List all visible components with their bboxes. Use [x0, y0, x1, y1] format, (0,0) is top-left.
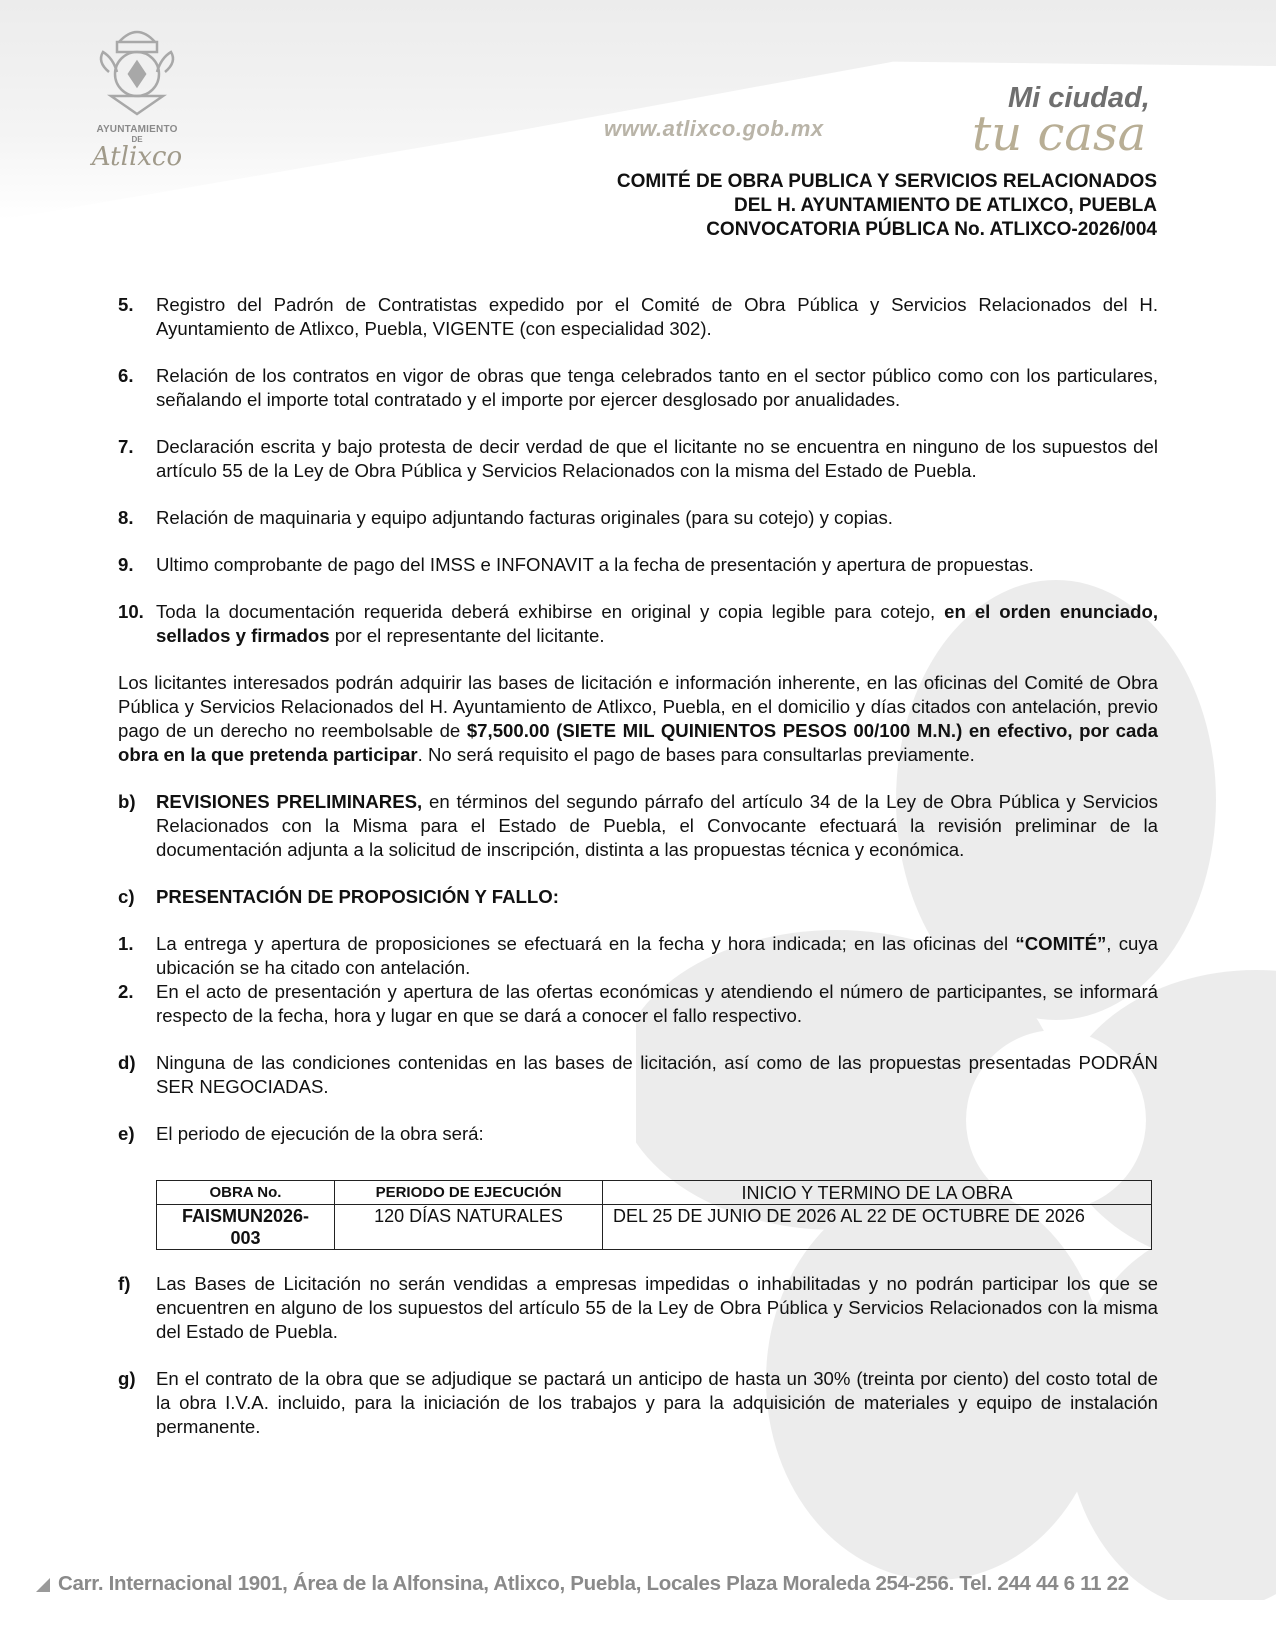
triangle-icon	[36, 1578, 50, 1592]
item-number: 2.	[118, 981, 134, 1002]
table-header-cell: PERIODO DE EJECUCIÓN	[335, 1181, 603, 1205]
list-item	[118, 600, 1158, 648]
header-title-line-2: DEL H. AYUNTAMIENTO DE ATLIXCO, PUEBLA	[734, 195, 1157, 216]
section-text-part: en términos del segundo párrafo del artículo 34 de la Ley de Obra Pública y Servicios Relacionados con la Misma para el Estado de Puebla, el Convocante efectuará la revisión preliminar de la documentación adjunta a la solicitud de inscripción, distinta a las propuestas técnica y económica.	[156, 791, 1158, 860]
table-header-cell: OBRA No.	[157, 1181, 335, 1205]
list-item	[118, 293, 1158, 341]
item-text: Relación de los contratos en vigor de obras que tenga celebrados tanto en el sector público como con los particulares, señalando el importe total contratado y el importe por ejercer desglosado por anualidades.	[156, 365, 1158, 410]
item-text-part: La entrega y apertura de proposiciones se efectuará en la fecha y hora indicada; en las oficinas del	[156, 933, 1016, 954]
item-text: Ultimo comprobante de pago del IMSS e INFONAVIT a la fecha de presentación y apertura de propuestas.	[156, 554, 1034, 575]
footer-address-text: Carr. Internacional 1901, Área de la Alfonsina, Atlixco, Puebla, Locales Plaza Moraleda 254-256. Tel. 244 44 6 11 22	[58, 1572, 1129, 1595]
table-cell: 120 DÍAS NATURALES	[335, 1205, 603, 1250]
logo-text-ayuntamiento: AYUNTAMIENTO	[96, 124, 178, 135]
item-number: 7.	[118, 436, 134, 457]
item-text: Declaración escrita y bajo protesta de decir verdad de que el licitante no se encuentra en ninguno de los supuestos del artículo 55 de la Ley de Obra Pública y Servicios Relacionados con la misma del Estado de Puebla.	[156, 436, 1158, 481]
table-header-row	[157, 1181, 1152, 1205]
slogan-line-2: tu casa	[972, 106, 1147, 162]
section-bold: REVISIONES PRELIMINARES,	[156, 791, 423, 812]
section-g	[118, 1367, 1158, 1439]
item-number: 1.	[118, 933, 134, 954]
slogan-line-1: Mi ciudad,	[1008, 82, 1150, 114]
list-item	[118, 980, 1158, 1028]
bases-paragraph	[118, 671, 1158, 767]
item-text: Relación de maquinaria y equipo adjuntando facturas originales (para su cotejo) y copias.	[156, 507, 893, 528]
item-number: 6.	[118, 365, 134, 386]
list-item	[118, 553, 1158, 577]
paragraph-text: . No será requisito el pago de bases para consultarlas previamente.	[417, 744, 975, 765]
execution-period-table	[156, 1180, 1152, 1250]
section-c	[118, 885, 1158, 909]
coat-of-arms-icon	[89, 22, 185, 122]
item-number: 9.	[118, 554, 134, 575]
section-letter: b)	[118, 791, 136, 812]
section-text	[156, 790, 1158, 862]
list-item	[118, 932, 1158, 980]
section-d	[118, 1051, 1158, 1099]
section-letter: f)	[118, 1273, 131, 1294]
section-text: Las Bases de Licitación no serán vendidas a empresas impedidas o inhabilitadas y no podrán participar los que se encuentren en alguno de los supuestos del artículo 55 de la Ley de Obra Pública y Servicios Relacionados con la misma del Estado de Puebla.	[156, 1273, 1158, 1342]
table-row	[157, 1205, 1152, 1250]
list-item	[118, 364, 1158, 412]
item-number: 5.	[118, 294, 134, 315]
section-text: El periodo de ejecución de la obra será:	[156, 1123, 484, 1144]
website-url[interactable]: www.atlixco.gob.mx	[604, 116, 824, 141]
item-number: 8.	[118, 507, 134, 528]
table-cell: DEL 25 DE JUNIO DE 2026 AL 22 DE OCTUBRE DE 2026	[603, 1205, 1152, 1250]
item-text	[156, 600, 1158, 648]
item-text-bold: en el orden enunciado, sellados y firmados	[156, 601, 1159, 646]
section-f	[118, 1272, 1158, 1344]
logo-text-atlixco: Atlixco	[91, 142, 183, 172]
list-item	[118, 435, 1158, 483]
header-title-line-1: COMITÉ DE OBRA PUBLICA Y SERVICIOS RELACIONADOS	[616, 171, 1157, 192]
footer-address	[36, 1572, 1129, 1596]
item-number: 10.	[118, 601, 144, 622]
item-text: En el acto de presentación y apertura de las ofertas económicas y atendiendo el número de participantes, se informará respecto de la fecha, hora y lugar en que se dará a conocer el fallo respectivo.	[156, 981, 1158, 1026]
section-b	[118, 790, 1158, 862]
section-text: En el contrato de la obra que se adjudique se pactará un anticipo de hasta un 30% (treinta por ciento) del costo total de la obra I.V.A. incluido, para la iniciación de los trabajos y para la adquisición de materiales y equipo de instalación permanente.	[156, 1368, 1158, 1437]
item-text-part: , cuya ubicación se ha citado con antelación.	[156, 933, 1158, 978]
header-title-line-3: CONVOCATORIA PÚBLICA No. ATLIXCO-2026/004	[706, 219, 1157, 240]
document-body	[118, 293, 1158, 1462]
section-letter: e)	[118, 1123, 135, 1144]
section-text: Ninguna de las condiciones contenidas en las bases de licitación, así como de las propuestas presentadas PODRÁN SER NEGOCIADAS.	[156, 1052, 1158, 1097]
logo-text-de: DE	[131, 135, 143, 144]
list-item	[118, 506, 1158, 530]
section-e	[118, 1122, 1158, 1146]
ayuntamiento-logo	[82, 22, 192, 182]
item-text	[156, 932, 1158, 980]
section-letter: c)	[118, 886, 135, 907]
table-header-cell: INICIO Y TERMINO DE LA OBRA	[603, 1181, 1152, 1205]
table-cell: FAISMUN2026-003	[157, 1205, 335, 1250]
section-title-text: PRESENTACIÓN DE PROPOSICIÓN Y FALLO:	[156, 886, 559, 907]
item-text-part: por el representante del licitante.	[329, 625, 605, 646]
section-title	[156, 885, 1158, 909]
section-letter: g)	[118, 1368, 136, 1389]
item-text-bold: “COMITÉ”	[1015, 933, 1107, 954]
paragraph-text: Los licitantes interesados podrán adquirir las bases de licitación e información inherente, en las oficinas del Comité de Obra Pública y Servicios Relacionados del H. Ayuntamiento de Atlixco, Puebla, en el domicilio y días citados con antelación, previo pago de un derecho no reembolsable de	[118, 672, 1158, 741]
item-text: Registro del Padrón de Contratistas expedido por el Comité de Obra Pública y Servicios Relacionados del H. Ayuntamiento de Atlixco, Puebla, VIGENTE (con especialidad 302).	[156, 294, 1158, 339]
section-letter: d)	[118, 1052, 136, 1073]
item-text-part: Toda la documentación requerida deberá exhibirse en original y copia legible para cotejo,	[156, 601, 945, 622]
document-header-title	[617, 170, 1157, 242]
paragraph-bold: $7,500.00 (SIETE MIL QUINIENTOS PESOS 00/100 M.N.) en efectivo, por cada obra en la que pretenda participar	[118, 720, 1158, 765]
